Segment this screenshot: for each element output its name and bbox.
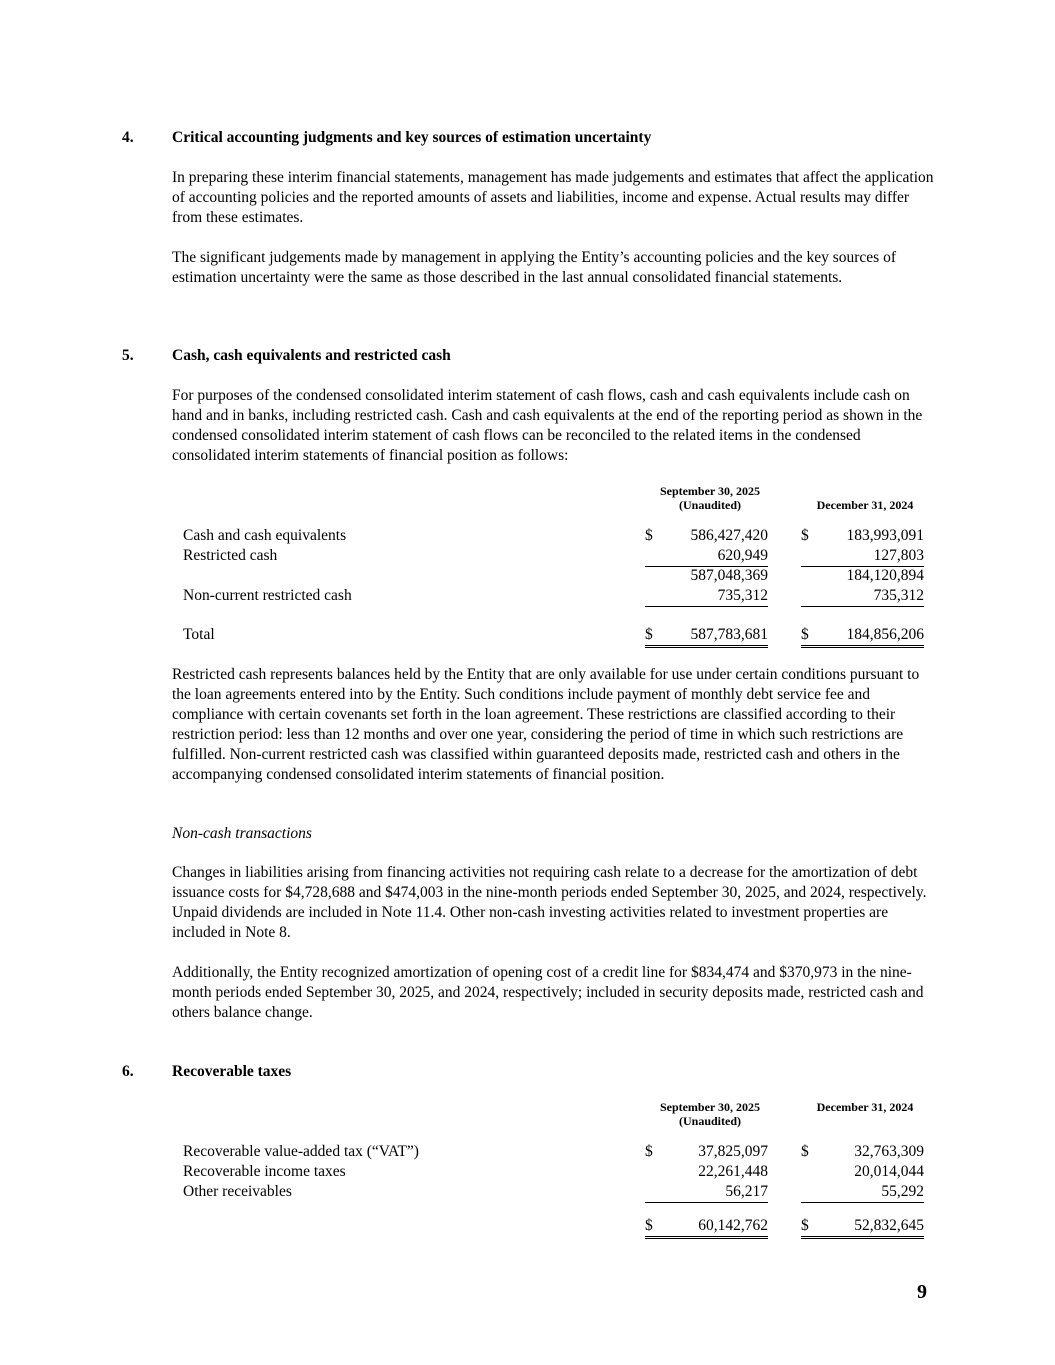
non-cash-subtitle: Non-cash transactions xyxy=(172,825,312,842)
table-row: Other receivables 56,217 55,292 xyxy=(0,1182,1055,1202)
table5-col1-header: September 30, 2025 (Unaudited) xyxy=(659,484,761,512)
table-row: Non-current restricted cash 735,312 735,312 xyxy=(0,586,1055,606)
table-row: Restricted cash 620,949 127,803 xyxy=(0,546,1055,566)
section-5-title: Cash, cash equivalents and restricted cash xyxy=(172,347,451,364)
section-5-number: 5. xyxy=(122,347,134,364)
table6-col2-header: December 31, 2024 xyxy=(816,1100,914,1114)
table-row-total: Total $ 587,783,681 $ 184,856,206 xyxy=(0,625,1055,645)
section-5-intro: For purposes of the condensed consolidated interim statement of cash flows, cash and cash equivalents include cash on hand and in banks, including restricted cash. Cash and cash equivalents at the end of the reporting period as shown in the condensed consolidated interim statement of cash flows can be reconciled to the related items in the condensed consolidated interim statements of financial position as follows: xyxy=(172,387,923,464)
table-row: 587,048,369 184,120,894 xyxy=(690,567,924,584)
section-4-paragraph-2: The significant judgements made by management in applying the Entity’s accounting policies and the key sources of estimation uncertainty were the same as those described in the last annual consolidated financial statements. xyxy=(172,249,897,286)
section-6-title: Recoverable taxes xyxy=(172,1063,292,1080)
table-row: Cash and cash equivalents $ 586,427,420 $ 183,993,091 xyxy=(183,527,924,544)
non-cash-paragraph: Changes in liabilities arising from financing activities not requiring cash relate to a decrease for the amortization of debt issuance costs for $4,728,688 and $474,003 in the nine-month periods ended September 30, 2025, and 2024, respectively. Unpaid dividends are included in Note 11.4. Other non-cash investing activities related to investment properties are included in Note 8. xyxy=(172,864,927,941)
section-4-paragraph-1: In preparing these interim financial statements, management has made judgements and estimates that affect the application of accounting policies and the reported amounts of assets and liabilities, income and expense. Actual results may differ from these estimates. xyxy=(172,169,934,226)
restricted-cash-paragraph: Restricted cash represents balances held by the Entity that are only available for use under certain conditions pursuant to the loan agreements entered into by the Entity. Such conditions include payment of monthly debt service fee and compliance with certain covenants set forth in the loan agreement. These restrictions are classified according to their restriction period: less than 12 months and over one year, considering the period of time in which such restrictions are fulfilled. Non-current restricted cash was classified within guaranteed deposits made, restricted cash and others in the accompanying condensed consolidated interim statements of financial position. xyxy=(172,666,920,783)
section-4-title: Critical accounting judgments and key sources of estimation uncertainty xyxy=(172,129,652,146)
table5-col2-header: December 31, 2024 xyxy=(816,498,914,512)
page-number: 9 xyxy=(917,1281,927,1303)
additional-paragraph: Additionally, the Entity recognized amortization of opening cost of a credit line for $834,474 and $370,973 in the nine-month periods ended September 30, 2025, and 2024, respectively; included in security deposits made, restricted cash and others balance change. xyxy=(172,964,924,1021)
table-row-total: $ 60,142,762 $ 52,832,645 xyxy=(0,1216,1055,1236)
table-row: Recoverable value-added tax (“VAT”) $ 37,825,097 $ 32,763,309 xyxy=(183,1143,924,1160)
table6-col1-header: September 30, 2025 (Unaudited) xyxy=(659,1100,761,1128)
section-6-number: 6. xyxy=(122,1063,134,1080)
section-4-number: 4. xyxy=(122,129,134,146)
table-row: Recoverable income taxes 22,261,448 20,014,044 xyxy=(183,1163,924,1180)
